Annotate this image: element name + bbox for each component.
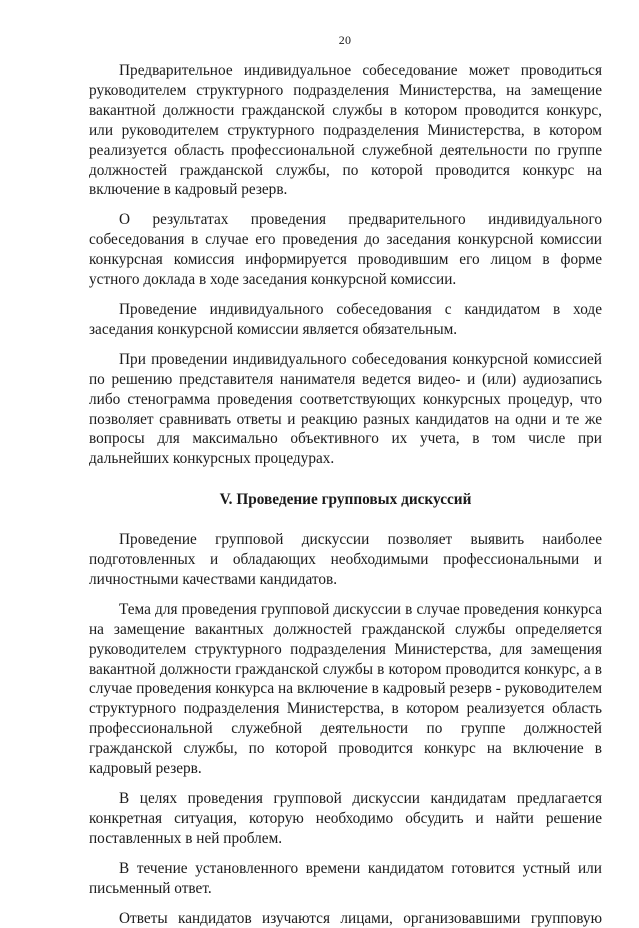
section-heading: V. Проведение групповых дискуссий [219, 491, 472, 509]
paragraph-discussion-situation: В целях проведения групповой дискуссии кандидатам предлагается конкретная ситуация, которую необходимо обсудить и найти решение поставленных в ней проблем. [89, 790, 602, 847]
page-body [89, 61, 602, 928]
paragraph-preliminary-interview: Предварительное индивидуальное собеседование может проводиться руководителем структурного подразделения Министерства, на замещение вакантной должности гражданской службы в котором проводится конкурс, или руководителем структурного подразделения Министерства, в котором реализуется область профессиональной служебной деятельности по группе должностей гражданской службы, по которой проводится конкурс на включение в кадровый резерв. [89, 62, 602, 199]
paragraph-recording: При проведении индивидуального собеседования конкурсной комиссией по решению представителя нанимателя ведется видео- и (или) аудиозапись либо стенограмма проведения соответствующих конкурсных процедур, что позволяет сравнивать ответы и реакцию разных кандидатов на одни и те же вопросы для максимально объективного их учета, в том числе при дальнейших конкурсных процедурах. [89, 350, 602, 468]
paragraph-answer-preparation: В течение установленного времени кандидатом готовится устный или письменный ответ. [89, 859, 602, 897]
paragraph-group-discussion-purpose: Проведение групповой дискуссии позволяет выявить наиболее подготовленных и обладающих необходимыми профессиональными и личностными качествами кандидатов. [89, 531, 602, 588]
page-number: 20 [338, 33, 352, 47]
paragraph-mandatory-interview: Проведение индивидуального собеседования с кандидатом в ходе заседания конкурсной комиссии является обязательным. [89, 300, 602, 338]
paragraph-interview-results: О результатах проведения предварительного индивидуального собеседования в случае его проведения до заседания конкурсной комиссии конкурсная комиссия информируется проводившим его лицом в форме устного доклада в ходе заседания конкурсной комиссии. [89, 211, 602, 289]
paragraph-discussion-topic: Тема для проведения групповой дискуссии в случае проведения конкурса на замещение вакантных должностей гражданской службы определяется руководителем структурного подразделения Министерства, для замещения вакантной должности гражданской службы в котором проводится конкурс, а в случае проведения конкурса на включение в кадровый резерв - руководителем структурного подразделения Министерства, в котором реализуется область профессиональной служебной деятельности по группе должностей гражданской службы, по которой проводится конкурс на включение в кадровый резерв. [89, 600, 602, 778]
paragraph-answers-review: Ответы кандидатов изучаются лицами, организовавшими групповую [119, 909, 602, 927]
